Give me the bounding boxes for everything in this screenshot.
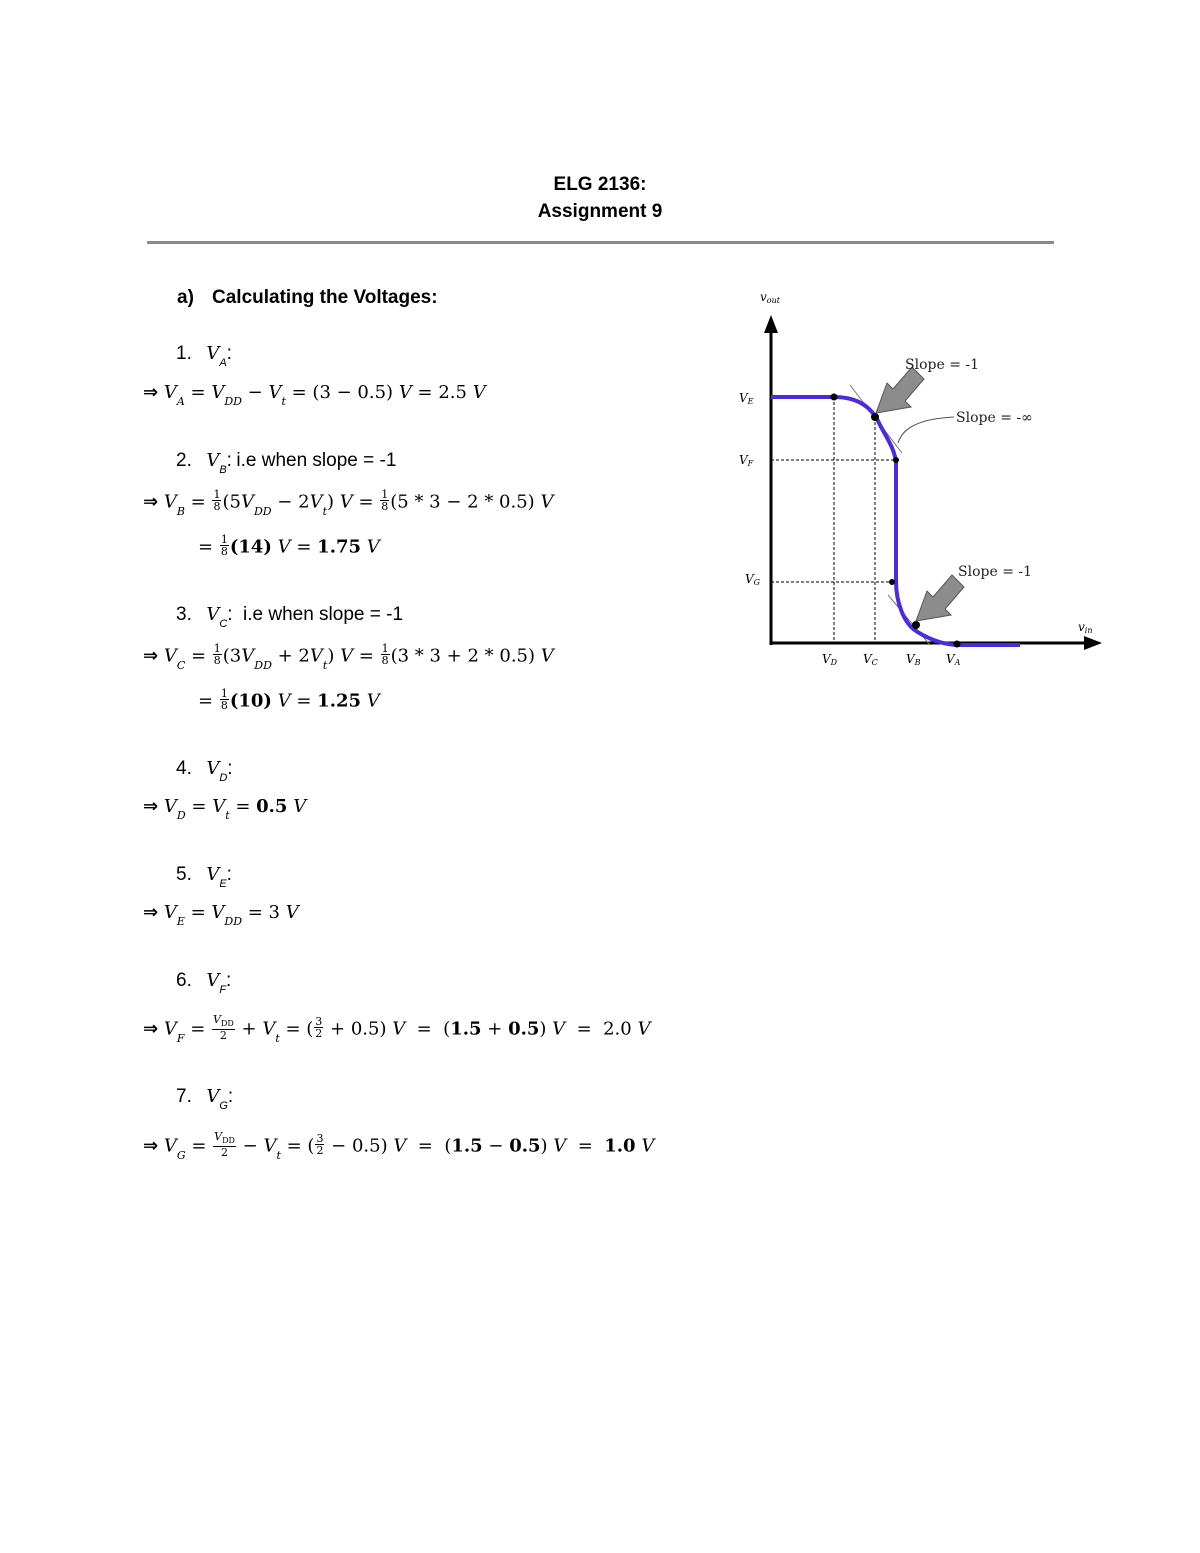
equation-vg: ⇒ $V_G$ = $\frac{V_{DD}}{2}$ − $V_t$ = ( $\frac{3}{2}$ − 0.5) V = (1.5 − 0.5) V = 1.0 V — [143, 1130, 655, 1162]
implies-icon: ⇒ — [143, 382, 159, 403]
variable-subscript: B — [219, 464, 227, 476]
guide-lines — [771, 397, 896, 643]
equation-vb: ⇒ $V_B$ = $\frac{1}{8}$ $(5V_{DD} - 2V_t) V$ = $\frac{1}{8}$ (5 * 3 − 2 * 0.5) V — [143, 488, 554, 518]
course-title: ELG 2136: — [553, 174, 647, 195]
y-axis-arrow-icon — [764, 315, 778, 333]
variable-subscript: D — [219, 772, 228, 784]
x-label-vd: VD — [822, 652, 838, 667]
y-label-vg: VG — [745, 572, 761, 587]
y-axis-label: vout — [760, 290, 780, 305]
item-colon: : — [226, 450, 232, 471]
item-5-heading — [176, 864, 232, 890]
implies-icon: ⇒ — [143, 902, 159, 923]
assignment-title: Assignment 9 — [537, 201, 663, 222]
variable: V — [206, 864, 220, 885]
item-colon: : — [227, 1086, 234, 1107]
implies-icon: ⇒ — [143, 1018, 159, 1040]
x-label-vb: VB — [906, 652, 921, 667]
equation-vd: ⇒ $V_D = V_t = 0.5$ V — [143, 796, 307, 822]
item-colon: : — [226, 864, 232, 885]
item-1-heading — [176, 343, 232, 369]
variable: V — [206, 343, 220, 364]
y-label-ve: VE — [739, 391, 754, 406]
x-label-vc: VC — [863, 652, 878, 667]
item-colon: : — [226, 343, 232, 364]
point-d — [831, 394, 838, 401]
annotation-slope-bottom: Slope = -1 — [958, 564, 1033, 580]
slope-leader-line — [898, 417, 954, 443]
equation-vc-result: = $\frac{1}{8}$ (10) V = 1.25 V — [198, 687, 380, 712]
item-number: 7. — [176, 1086, 192, 1107]
item-colon: : — [227, 604, 233, 625]
variable-subscript: C — [219, 618, 228, 630]
point-f — [893, 457, 899, 463]
point-g — [889, 579, 895, 585]
item-2-heading — [176, 450, 397, 476]
item-number: 5. — [176, 864, 192, 885]
variable: V — [206, 604, 220, 625]
item-note: i.e when slope = -1 — [236, 450, 397, 471]
item-note: i.e when slope = -1 — [243, 604, 404, 625]
item-number: 1. — [176, 343, 192, 364]
x-axis-arrow-icon — [1084, 636, 1102, 650]
variable: V — [206, 970, 220, 991]
item-colon: : — [226, 970, 232, 991]
point-c — [871, 413, 879, 421]
variable: V — [206, 758, 220, 779]
variable-subscript: F — [219, 984, 227, 996]
divider — [147, 241, 1054, 244]
slope-pointer-bottom-icon — [916, 575, 964, 621]
implies-icon: ⇒ — [143, 491, 159, 513]
item-3-heading — [176, 604, 404, 630]
variable-subscript: A — [219, 357, 227, 369]
x-label-va: VA — [946, 652, 961, 667]
item-number: 3. — [176, 604, 192, 625]
x-axis-label: vin — [1078, 620, 1093, 635]
item-number: 4. — [176, 758, 192, 779]
slope-pointer-top-icon — [876, 367, 924, 413]
variable: V — [206, 1086, 220, 1107]
variable: V — [206, 450, 220, 471]
section-title: Calculating the Voltages: — [212, 287, 438, 308]
point-a — [954, 641, 961, 648]
annotation-slope-top: Slope = -1 — [905, 357, 980, 373]
implies-icon: ⇒ — [143, 1135, 159, 1157]
vtc-diagram — [730, 285, 1110, 680]
implies-icon: ⇒ — [143, 645, 159, 667]
equation-vc: ⇒ $V_C$ = $\frac{1}{8}$ $(3V_{DD} + 2V_t) V$ = $\frac{1}{8}$ (3 * 3 + 2 * 0.5) V — [143, 642, 554, 672]
transfer-curve — [771, 397, 1020, 645]
variable-subscript: G — [219, 1100, 228, 1112]
item-7-heading — [176, 1086, 234, 1112]
point-b — [912, 621, 920, 629]
section-label: a) — [177, 287, 194, 308]
item-number: 2. — [176, 450, 192, 471]
item-number: 6. — [176, 970, 192, 991]
equation-ve: ⇒ $V_E = V_{DD} = 3$ V — [143, 902, 299, 928]
y-label-vf: VF — [739, 453, 754, 468]
implies-icon: ⇒ — [143, 796, 159, 817]
item-4-heading — [176, 758, 233, 784]
equation-vf: ⇒ $V_F$ = $\frac{V_{DD}}{2}$ + $V_t$ = ( $\frac{3}{2}$ + 0.5) V = (1.5 + 0.5) V = 2.0 V — [143, 1013, 651, 1045]
annotation-slope-mid: Slope = -∞ — [956, 410, 1033, 426]
item-colon: : — [227, 758, 233, 779]
equation-va: ⇒ $V_A = V_{DD} - V_t = (3 - 0.5) V = 2.5$ V — [143, 382, 486, 408]
item-6-heading — [176, 970, 232, 996]
equation-vb-result: = $\frac{1}{8}$ (14) V = 1.75 V — [198, 533, 380, 558]
variable-subscript: E — [219, 878, 227, 890]
